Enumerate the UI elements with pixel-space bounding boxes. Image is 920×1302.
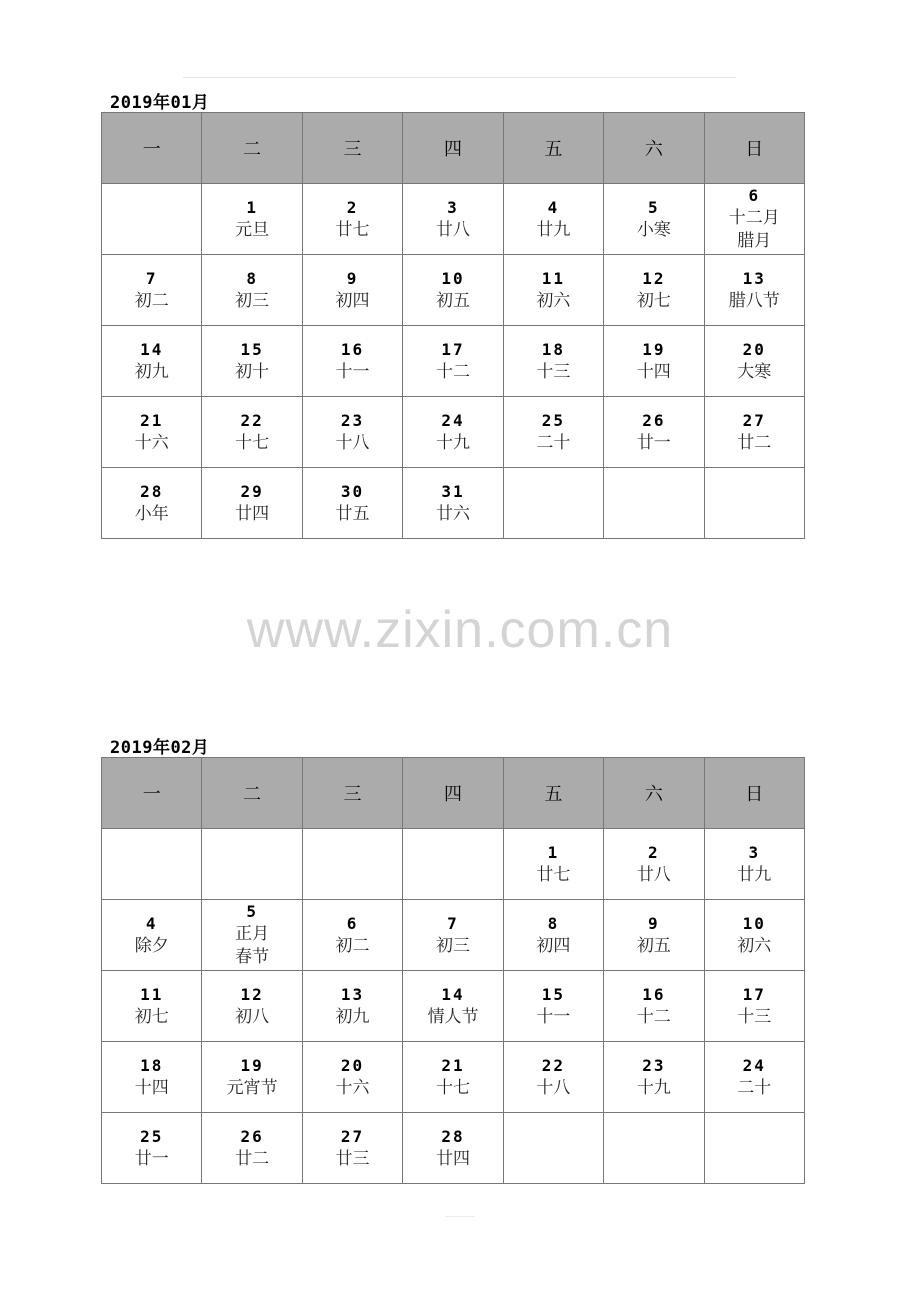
day-number: 25 [140,1126,164,1146]
lunar-label: 廿七 [335,219,370,240]
lunar-label: 廿二 [235,1148,270,1169]
day-number: 28 [441,1126,465,1146]
lunar-label: 初七 [636,290,671,311]
weekday-header: 日 [704,113,804,184]
week-row [102,326,805,397]
weekday-header: 日 [704,758,804,829]
month-title-february: 2019年02月 [110,738,210,758]
day-number: 7 [145,268,158,288]
day-cell [503,184,603,255]
day-cell [704,900,804,971]
watermark: www.zixin.com.cn [246,601,674,659]
day-cell [503,326,603,397]
empty-day-cell [202,829,302,900]
day-number: 17 [441,339,465,359]
lunar-label: 十二 [636,1006,671,1027]
lunar-label: 元旦 [235,219,270,240]
day-number: 31 [441,481,465,501]
day-cell [403,326,503,397]
weekday-header: 五 [503,113,603,184]
lunar-label: 十六 [335,1077,370,1098]
day-cell [604,326,704,397]
day-cell [503,971,603,1042]
day-cell [202,971,302,1042]
lunar-label: 腊八节 [728,290,780,311]
day-number: 20 [742,339,766,359]
top-rule [183,77,736,78]
lunar-label: 大寒 [737,361,772,382]
week-row [102,829,805,900]
day-number: 21 [441,1055,465,1075]
day-number: 23 [340,410,365,430]
day-number: 3 [748,842,761,862]
day-cell [704,1042,804,1113]
lunar-label: 十一 [536,1006,571,1027]
day-cell [403,397,503,468]
day-cell [604,397,704,468]
weekday-header: 五 [503,758,603,829]
day-cell [102,468,202,539]
weekday-header: 三 [302,758,402,829]
empty-day-cell [604,468,704,539]
lunar-label: 初二 [134,290,169,311]
empty-day-cell [403,829,503,900]
lunar-label: 廿六 [435,503,470,524]
day-cell [604,971,704,1042]
weekday-header: 二 [202,113,302,184]
day-cell [302,468,402,539]
empty-day-cell [102,829,202,900]
weekday-header: 二 [202,758,302,829]
day-cell [403,468,503,539]
day-cell [604,900,704,971]
lunar-label: 初三 [235,290,270,311]
day-number: 17 [742,984,766,1004]
day-cell [704,397,804,468]
day-number: 5 [246,902,258,921]
day-number: 21 [140,410,164,430]
day-number: 12 [240,984,264,1004]
lunar-label: 十四 [134,1077,169,1098]
lunar-label: 十四 [636,361,671,382]
calendar-body [102,829,805,1184]
weekday-header: 六 [604,113,704,184]
day-cell [503,829,603,900]
empty-day-cell [604,1113,704,1184]
week-row [102,900,805,971]
lunar-label: 正月 [235,924,270,944]
weekday-header: 三 [302,113,402,184]
day-cell [102,255,202,326]
lunar-label: 十八 [536,1077,571,1098]
lunar-label: 十七 [435,1077,470,1098]
empty-day-cell [302,829,402,900]
day-cell [302,900,402,971]
day-number: 7 [447,913,459,933]
lunar-label: 初三 [435,935,470,956]
day-cell [704,255,804,326]
day-number: 3 [447,197,459,217]
day-number: 22 [240,410,264,430]
lunar-label: 初十 [235,361,270,382]
footer-mark [445,1216,475,1217]
day-number: 11 [140,984,164,1004]
day-number: 12 [642,268,666,288]
day-number: 16 [642,984,666,1004]
weekday-header: 六 [604,758,704,829]
day-number: 24 [441,410,465,430]
day-cell [403,971,503,1042]
lunar-label: 初五 [636,935,671,956]
lunar-label: 廿三 [335,1148,370,1169]
lunar-label: 廿一 [636,432,671,453]
calendar-february [101,757,805,1184]
lunar-label: 除夕 [134,935,169,956]
week-row [102,1042,805,1113]
lunar-label: 廿二 [737,432,772,453]
lunar-label: 十三 [536,361,571,382]
day-number: 18 [541,339,566,359]
lunar-label: 腊月 [737,231,772,251]
day-cell [704,829,804,900]
day-number: 8 [547,913,560,933]
day-cell [302,1042,402,1113]
day-number: 14 [441,984,465,1004]
day-cell [102,900,202,971]
lunar-label: 十九 [636,1077,671,1098]
empty-day-cell [503,468,603,539]
lunar-label: 初九 [335,1006,370,1027]
day-cell [302,255,402,326]
day-cell [403,1042,503,1113]
empty-day-cell [102,184,202,255]
lunar-label: 初四 [335,290,370,311]
lunar-label: 初六 [737,935,772,956]
day-number: 26 [642,410,666,430]
weekday-header: 一 [102,113,202,184]
day-number: 4 [145,913,158,933]
day-cell [403,1113,503,1184]
week-row [102,255,805,326]
day-number: 16 [340,339,365,359]
day-cell [604,255,704,326]
day-cell [403,184,503,255]
lunar-label: 廿九 [536,219,571,240]
day-cell [403,255,503,326]
lunar-label: 廿八 [636,864,671,885]
day-number: 8 [246,268,258,288]
day-number: 10 [441,268,465,288]
day-cell [102,971,202,1042]
day-number: 4 [547,197,560,217]
lunar-label: 十七 [235,432,270,453]
day-number: 29 [240,481,264,501]
lunar-label: 十八 [335,432,370,453]
lunar-label: 廿一 [134,1148,169,1169]
lunar-label: 初二 [335,935,370,956]
day-number: 24 [742,1055,766,1075]
day-number: 19 [642,339,666,359]
day-number: 18 [140,1055,164,1075]
day-cell [102,1113,202,1184]
empty-day-cell [503,1113,603,1184]
day-cell [704,326,804,397]
lunar-label: 十一 [335,361,370,382]
lunar-label: 廿四 [235,503,270,524]
week-row [102,971,805,1042]
lunar-label: 元宵节 [226,1077,278,1098]
weekday-header-row [102,758,805,829]
calendar-body [102,184,805,539]
calendar-january [101,112,805,539]
empty-day-cell [704,468,804,539]
lunar-label: 十二 [435,361,470,382]
week-row [102,184,805,255]
day-number: 26 [240,1126,264,1146]
lunar-label: 十六 [134,432,169,453]
day-number: 23 [642,1055,666,1075]
day-cell [202,184,302,255]
day-number: 6 [748,186,761,205]
lunar-label: 十九 [435,432,470,453]
day-number: 13 [340,984,365,1004]
day-number: 1 [246,197,258,217]
day-number: 20 [340,1055,365,1075]
weekday-header: 四 [403,113,503,184]
week-row [102,397,805,468]
day-number: 11 [541,268,566,288]
lunar-label: 初九 [134,361,169,382]
day-cell [302,184,402,255]
lunar-label: 初四 [536,935,571,956]
lunar-label: 廿四 [435,1148,470,1169]
day-cell [202,326,302,397]
day-cell [503,1042,603,1113]
day-number: 9 [648,913,660,933]
day-number: 30 [340,481,365,501]
day-cell [302,971,402,1042]
weekday-header-row [102,113,805,184]
day-cell [102,397,202,468]
day-number: 15 [541,984,566,1004]
day-cell [302,397,402,468]
lunar-label: 二十 [536,432,571,453]
day-cell [704,971,804,1042]
day-number: 27 [742,410,766,430]
day-number: 15 [240,339,264,359]
day-cell [102,1042,202,1113]
week-row [102,468,805,539]
lunar-label: 十二月 [728,208,780,228]
lunar-label: 小寒 [636,219,671,240]
day-cell [403,900,503,971]
day-cell [202,255,302,326]
lunar-label: 初六 [536,290,571,311]
day-cell [202,900,302,971]
day-number: 2 [346,197,359,217]
day-cell [102,326,202,397]
empty-day-cell [704,1113,804,1184]
lunar-label: 二十 [737,1077,772,1098]
day-cell [302,1113,402,1184]
day-number: 27 [340,1126,365,1146]
day-number: 25 [541,410,566,430]
weekday-header: 一 [102,758,202,829]
day-cell [202,1042,302,1113]
day-number: 19 [240,1055,264,1075]
day-cell [202,1113,302,1184]
day-number: 5 [648,197,660,217]
lunar-label: 十三 [737,1006,772,1027]
lunar-label: 廿五 [335,503,370,524]
week-row [102,1113,805,1184]
day-cell [604,829,704,900]
day-number: 9 [346,268,359,288]
lunar-label: 初七 [134,1006,169,1027]
day-cell [503,900,603,971]
day-cell [503,255,603,326]
lunar-label: 情人节 [427,1006,479,1027]
day-cell [302,326,402,397]
weekday-header: 四 [403,758,503,829]
day-number: 10 [742,913,766,933]
lunar-label: 廿九 [737,864,772,885]
day-number: 28 [140,481,164,501]
day-cell [202,397,302,468]
lunar-label: 廿七 [536,864,571,885]
lunar-label: 初五 [435,290,470,311]
lunar-label: 小年 [134,503,169,524]
lunar-label: 初八 [235,1006,270,1027]
day-number: 22 [541,1055,566,1075]
day-number: 6 [346,913,359,933]
day-cell [202,468,302,539]
day-cell [704,184,804,255]
lunar-label: 廿八 [435,219,470,240]
day-cell [604,1042,704,1113]
day-number: 13 [742,268,766,288]
month-title-january: 2019年01月 [110,93,210,113]
day-number: 1 [547,842,560,862]
lunar-label: 春节 [235,947,270,967]
day-number: 2 [648,842,660,862]
day-number: 14 [140,339,164,359]
day-cell [503,397,603,468]
day-cell [604,184,704,255]
